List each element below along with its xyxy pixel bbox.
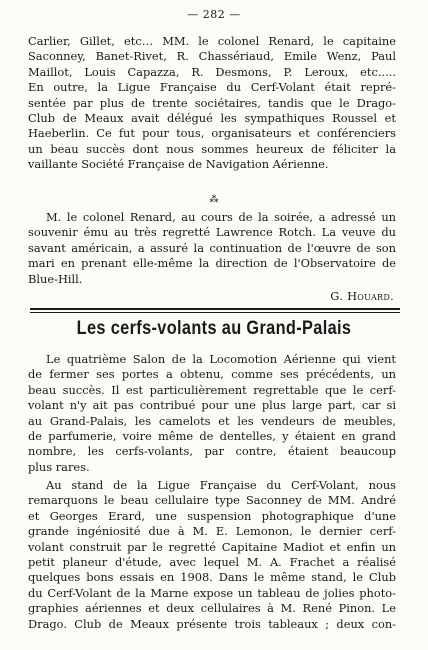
- text-line: quelques bons essais en 1908. Dans le même stand, le Club: [28, 570, 396, 585]
- section-title: Les cerfs-volants au Grand-Palais: [76, 318, 352, 339]
- text-line: beau succès. Il est particulièrement regrettable que le cerf-: [28, 382, 396, 397]
- text-line: plus rares.: [28, 459, 90, 474]
- section-separator-asterism: ⁂: [209, 195, 219, 205]
- text-line: vaillante Société Française de Navigation Aérienne.: [28, 157, 329, 172]
- text-line: Saconney, Banet-Rivet, R. Chassériaud, Emile Wenz, Paul: [28, 49, 396, 64]
- page-number: — 282 —: [187, 8, 241, 21]
- text-line: grande ingéniosité due à M. E. Lemonon, le dernier cerf-: [28, 524, 396, 539]
- paragraph-attendees: [28, 34, 396, 173]
- text-line: Drago. Club de Meaux présente trois tableaux ; deux con-: [28, 616, 396, 631]
- text-line: nombre, les cerfs-volants, par contre, étaient beaucoup: [28, 444, 396, 459]
- text-line: sentée par plus de trente sociétaires, tandis que le Drago-: [28, 95, 396, 110]
- text-line: Au stand de la Ligue Française du Cerf-Volant, nous: [46, 478, 396, 492]
- text-line: du Cerf-Volant de la Marne expose un tableau de jolies photo-: [28, 585, 396, 600]
- text-line: volant construit par le regretté Capitaine Madiot et enfin un: [28, 539, 396, 554]
- text-line: M. le colonel Renard, au cours de la soirée, a adressé un: [46, 210, 396, 224]
- paragraph-salon: [28, 352, 396, 475]
- text-line: Le quatrième Salon de la Locomotion Aérienne qui vient: [46, 352, 396, 366]
- paragraph-renard-rotch: [28, 210, 396, 287]
- text-line: et Georges Erard, une suspension photographique d'une: [28, 508, 396, 523]
- author-signature: G. Houard.: [330, 289, 394, 303]
- text-line: petit planeur d'étude, avec lequel M. A. Frachet a réalisé: [28, 555, 396, 570]
- text-line: graphies aériennes et deux cellulaires à M. René Pinon. Le: [28, 601, 396, 616]
- text-line: souvenir ému au très regretté Lawrence Rotch. La veuve du: [28, 225, 396, 240]
- text-line: un beau succès dont nous sommes heureux de féliciter la: [28, 141, 396, 156]
- text-line: volant n'y ait pas contribué pour une plus large part, car si: [28, 398, 396, 413]
- divider-thick: [30, 308, 400, 310]
- text-line: Carlier, Gillet, etc… MM. le colonel Renard, le capitaine: [28, 34, 396, 48]
- text-line: au Grand-Palais, les camelots et les vendeurs de meubles,: [28, 413, 396, 428]
- text-line: Haeberlin. Ce fut pour tous, organisateurs et conférenciers: [28, 126, 396, 141]
- text-line: remarquons le beau cellulaire type Saconney de MM. André: [28, 493, 396, 508]
- text-line: Maillot, Louis Capazza, R. Desmons, P. Leroux, etc.....: [28, 64, 396, 79]
- text-line: de parfumerie, voire même de dentelles, y étaient en grand: [28, 429, 396, 444]
- text-line: Blue-Hill.: [28, 271, 83, 286]
- text-line: Club de Meaux avait délégué les sympathiques Roussel et: [28, 111, 396, 126]
- divider-thin: [30, 312, 400, 313]
- text-line: savant américain, a assuré la continuation de l'œuvre de son: [28, 240, 396, 255]
- text-line: mari en prenant elle-même la direction de l'Observatoire de: [28, 256, 396, 271]
- text-line: de fermer ses portes a obtenu, comme ses précédents, un: [28, 367, 396, 382]
- text-line: En outre, la Ligue Française du Cerf-Volant était repré-: [28, 80, 396, 95]
- paragraph-stand: [28, 478, 396, 632]
